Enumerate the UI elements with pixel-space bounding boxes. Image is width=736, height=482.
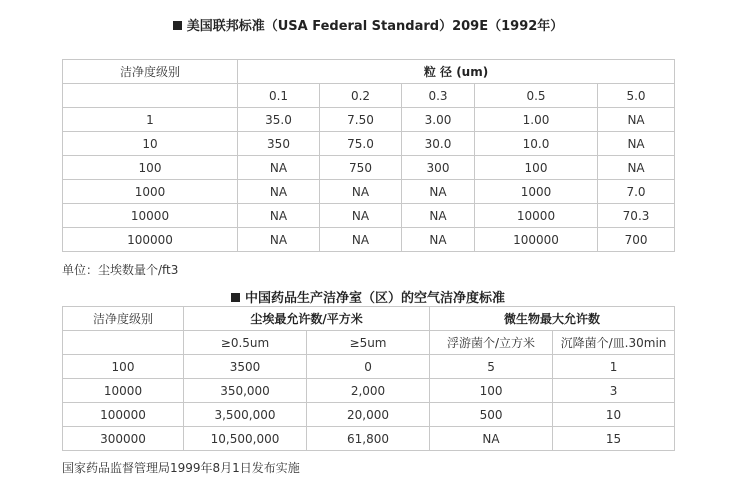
- china-standard-table: [62, 306, 675, 451]
- table-row: [63, 156, 675, 180]
- value-cell: 500: [430, 403, 553, 427]
- usa-standard-table: [62, 59, 675, 252]
- value-cell: 70.3: [598, 204, 675, 228]
- table-subheader-row: [63, 84, 675, 108]
- value-cell: 61,800: [307, 427, 430, 451]
- value-cell: NA: [238, 228, 320, 252]
- header-particle-size: 粒 径 (um): [238, 60, 675, 84]
- value-cell: NA: [320, 180, 402, 204]
- value-cell: 350: [238, 132, 320, 156]
- value-cell: 2,000: [307, 379, 430, 403]
- header-cleanliness-class: 洁净度级别: [63, 307, 184, 331]
- class-cell: 100: [63, 156, 238, 180]
- china-standard-heading: [0, 287, 736, 306]
- table-header-row: [63, 60, 675, 84]
- value-cell: 30.0: [402, 132, 475, 156]
- size-header: 0.3: [402, 84, 475, 108]
- table-row: [63, 132, 675, 156]
- value-cell: 35.0: [238, 108, 320, 132]
- value-cell: NA: [238, 180, 320, 204]
- value-cell: 1: [553, 355, 675, 379]
- value-cell: 7.0: [598, 180, 675, 204]
- value-cell: 0: [307, 355, 430, 379]
- value-cell: 3,500,000: [184, 403, 307, 427]
- unit-note: 单位：尘埃数量个/ft3: [62, 263, 179, 277]
- value-cell: NA: [320, 228, 402, 252]
- usa-standard-heading: [0, 15, 736, 34]
- header-microbe-count: 微生物最大允许数: [430, 307, 675, 331]
- value-cell: 10: [553, 403, 675, 427]
- value-cell: 750: [320, 156, 402, 180]
- value-cell: 700: [598, 228, 675, 252]
- empty-cell: [63, 84, 238, 108]
- table-row: [63, 403, 675, 427]
- value-cell: 3.00: [402, 108, 475, 132]
- china-standard-title: 中国药品生产洁净室（区）的空气洁净度标准: [244, 291, 505, 306]
- value-cell: NA: [238, 204, 320, 228]
- value-cell: 75.0: [320, 132, 402, 156]
- table-row: [63, 355, 675, 379]
- value-cell: 1000: [475, 180, 598, 204]
- square-bullet-icon: [173, 21, 182, 30]
- value-cell: 350,000: [184, 379, 307, 403]
- class-cell: 10: [63, 132, 238, 156]
- value-cell: NA: [238, 156, 320, 180]
- microbe-subheader: 浮游菌个/立方米: [430, 331, 553, 355]
- class-cell: 100000: [63, 403, 184, 427]
- value-cell: 3500: [184, 355, 307, 379]
- table-row: [63, 180, 675, 204]
- class-cell: 1: [63, 108, 238, 132]
- value-cell: 7.50: [320, 108, 402, 132]
- value-cell: NA: [402, 180, 475, 204]
- value-cell: NA: [598, 156, 675, 180]
- table-header-row: [63, 307, 675, 331]
- value-cell: 10.0: [475, 132, 598, 156]
- size-header: 0.5: [475, 84, 598, 108]
- class-cell: 1000: [63, 180, 238, 204]
- header-dust-count: 尘埃最允许数/平方米: [184, 307, 430, 331]
- square-bullet-icon: [231, 293, 240, 302]
- class-cell: 10000: [63, 204, 238, 228]
- empty-cell: [63, 331, 184, 355]
- value-cell: 100000: [475, 228, 598, 252]
- table-row: [63, 228, 675, 252]
- value-cell: 3: [553, 379, 675, 403]
- class-cell: 10000: [63, 379, 184, 403]
- value-cell: 5: [430, 355, 553, 379]
- publication-note: 国家药品监督管理局1999年8月1日发布实施: [62, 461, 300, 475]
- class-cell: 100: [63, 355, 184, 379]
- class-cell: 300000: [63, 427, 184, 451]
- value-cell: 100: [430, 379, 553, 403]
- value-cell: 15: [553, 427, 675, 451]
- value-cell: NA: [598, 132, 675, 156]
- microbe-subheader: 沉降菌个/皿.30min: [553, 331, 675, 355]
- dust-subheader: ≥0.5um: [184, 331, 307, 355]
- usa-standard-title: 美国联邦标准（USA Federal Standard）209E（1992年）: [186, 19, 564, 34]
- value-cell: 100: [475, 156, 598, 180]
- value-cell: NA: [402, 228, 475, 252]
- value-cell: 1.00: [475, 108, 598, 132]
- value-cell: 300: [402, 156, 475, 180]
- table-row: [63, 379, 675, 403]
- table-row: [63, 108, 675, 132]
- value-cell: 10000: [475, 204, 598, 228]
- header-cleanliness-class: 洁净度级别: [63, 60, 238, 84]
- table-row: [63, 427, 675, 451]
- size-header: 0.1: [238, 84, 320, 108]
- table-subheader-row: [63, 331, 675, 355]
- value-cell: NA: [402, 204, 475, 228]
- dust-subheader: ≥5um: [307, 331, 430, 355]
- size-header: 5.0: [598, 84, 675, 108]
- value-cell: NA: [598, 108, 675, 132]
- value-cell: 10,500,000: [184, 427, 307, 451]
- table-row: [63, 204, 675, 228]
- class-cell: 100000: [63, 228, 238, 252]
- value-cell: NA: [430, 427, 553, 451]
- value-cell: 20,000: [307, 403, 430, 427]
- value-cell: NA: [320, 204, 402, 228]
- size-header: 0.2: [320, 84, 402, 108]
